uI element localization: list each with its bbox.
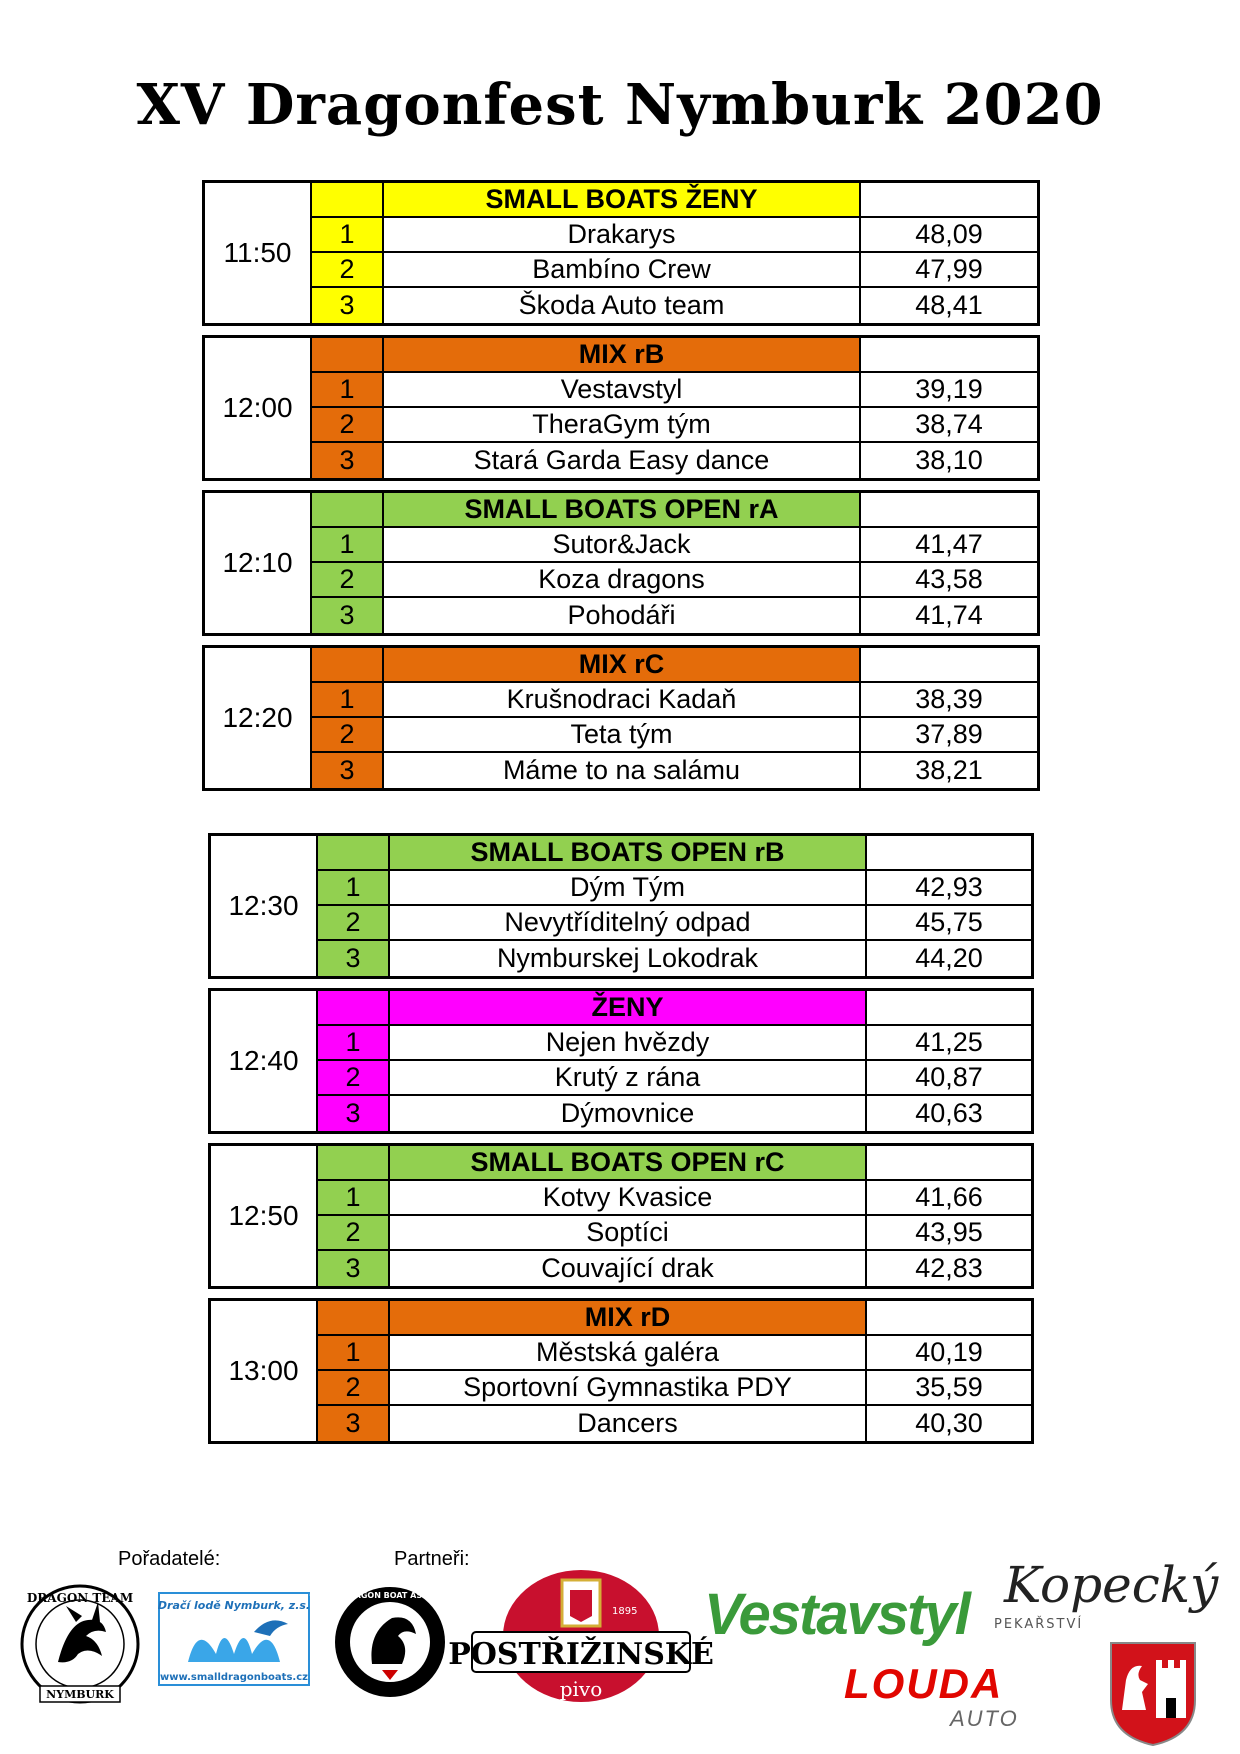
- race-time: 12:40: [211, 991, 318, 1131]
- category-color-cell: [312, 338, 384, 371]
- team-name: Máme to na salámu: [384, 753, 861, 788]
- result-row: [312, 443, 1037, 478]
- place-cell: 1: [318, 1026, 390, 1059]
- place-cell: 2: [318, 1371, 390, 1404]
- team-name: Krušnodraci Kadaň: [384, 683, 861, 716]
- team-name: Vestavstyl: [384, 373, 861, 406]
- result-time: 41,47: [915, 529, 983, 559]
- category-name: MIX rD: [390, 1301, 867, 1334]
- result-time: 42,93: [915, 872, 983, 902]
- category-color-cell: [318, 836, 390, 869]
- result-time: 37,89: [915, 719, 983, 749]
- team-name: Nejen hvězdy: [390, 1026, 867, 1059]
- category-color-cell: [312, 493, 384, 526]
- place-cell: 2: [318, 1061, 390, 1094]
- place-cell: 1: [318, 1336, 390, 1369]
- team-name: Sutor&Jack: [384, 528, 861, 561]
- result-time: 40,19: [915, 1337, 983, 1367]
- result-time: 43,58: [915, 564, 983, 594]
- category-result-header: [867, 1301, 1031, 1334]
- result-row: [318, 1336, 1031, 1371]
- race-block: [202, 335, 1040, 481]
- team-name: TheraGym tým: [384, 408, 861, 441]
- result-time: 35,59: [915, 1372, 983, 1402]
- louda-logo: [840, 1660, 1040, 1732]
- place-cell: 3: [312, 598, 384, 633]
- postrizinske-year: 1895: [612, 1606, 638, 1617]
- result-time: 47,99: [915, 254, 983, 284]
- team-name: Koza dragons: [384, 563, 861, 596]
- result-time: 40,30: [915, 1408, 983, 1438]
- result-row: [312, 288, 1037, 323]
- category-row: [312, 493, 1037, 528]
- place-cell: 1: [312, 683, 384, 716]
- race-time: 12:30: [211, 836, 318, 976]
- vestavstyl-logo: [700, 1582, 970, 1650]
- team-name: Nevytříditelný odpad: [390, 906, 867, 939]
- result-row: [312, 253, 1037, 288]
- result-row: [312, 373, 1037, 408]
- organizers-label: Pořadatelé:: [118, 1548, 221, 1570]
- team-name: Pohodáři: [384, 598, 861, 633]
- result-row: [312, 683, 1037, 718]
- race-time: 12:20: [205, 648, 312, 788]
- result-time: 45,75: [915, 907, 983, 937]
- result-row: [318, 1061, 1031, 1096]
- category-row: [318, 1146, 1031, 1181]
- team-name: Dancers: [390, 1406, 867, 1441]
- cdba-logo: [309, 1584, 471, 1700]
- team-name: Soptíci: [390, 1216, 867, 1249]
- place-cell: 1: [312, 373, 384, 406]
- cdba-text: CZECH DRAGON BOAT ASSOCIATION: [309, 1591, 471, 1600]
- place-cell: 3: [318, 941, 390, 976]
- result-time: 40,87: [915, 1062, 983, 1092]
- small-dragonboats-logo: [158, 1592, 310, 1686]
- result-time: 44,20: [915, 943, 983, 973]
- team-name: Couvající drak: [390, 1251, 867, 1286]
- place-cell: 1: [318, 1181, 390, 1214]
- category-color-cell: [312, 183, 384, 216]
- team-name: Teta tým: [384, 718, 861, 751]
- nymburk-coat-of-arms: [1108, 1640, 1198, 1748]
- team-name: Kotvy Kvasice: [390, 1181, 867, 1214]
- result-row: [318, 1406, 1031, 1441]
- result-row: [318, 1096, 1031, 1131]
- result-row: [312, 563, 1037, 598]
- place-cell: 3: [318, 1096, 390, 1131]
- place-cell: 2: [312, 563, 384, 596]
- category-name: SMALL BOATS OPEN rB: [390, 836, 867, 869]
- category-name: SMALL BOATS ŽENY: [384, 183, 861, 216]
- result-row: [312, 598, 1037, 633]
- place-cell: 2: [312, 718, 384, 751]
- result-row: [312, 218, 1037, 253]
- result-row: [318, 1026, 1031, 1061]
- category-result-header: [861, 648, 1037, 681]
- race-block: [202, 490, 1040, 636]
- category-row: [312, 648, 1037, 683]
- place-cell: 3: [318, 1251, 390, 1286]
- small-dragon-url: www.smalldragonboats.cz: [160, 1672, 308, 1683]
- race-time: 12:10: [205, 493, 312, 633]
- category-row: [318, 836, 1031, 871]
- result-time: 42,83: [915, 1253, 983, 1283]
- result-time: 41,74: [915, 600, 983, 630]
- team-name: Nymburskej Lokodrak: [390, 941, 867, 976]
- result-time: 38,10: [915, 445, 983, 475]
- race-time: 11:50: [205, 183, 312, 323]
- race-block: [202, 180, 1040, 326]
- team-name: Městská galéra: [390, 1336, 867, 1369]
- team-name: Dým Tým: [390, 871, 867, 904]
- race-block: [202, 645, 1040, 791]
- dragon-team-text: DRAGON TEAM: [26, 1591, 134, 1605]
- race-block: [208, 833, 1034, 979]
- postrizinske-logo: [448, 1566, 714, 1716]
- result-row: [318, 1216, 1031, 1251]
- result-row: [312, 753, 1037, 788]
- place-cell: 3: [312, 288, 384, 323]
- category-color-cell: [312, 648, 384, 681]
- race-time: 12:00: [205, 338, 312, 478]
- result-row: [318, 1371, 1031, 1406]
- result-time: 48,09: [915, 219, 983, 249]
- page-title: XV Dragonfest Nymburk 2020: [136, 72, 1104, 138]
- result-row: [312, 408, 1037, 443]
- vestavstyl-text: Vestavstyl: [704, 1582, 969, 1647]
- result-time: 43,95: [915, 1217, 983, 1247]
- result-time: 38,39: [915, 684, 983, 714]
- place-cell: 1: [318, 871, 390, 904]
- category-name: MIX rC: [384, 648, 861, 681]
- result-row: [318, 1181, 1031, 1216]
- result-time: 39,19: [915, 374, 983, 404]
- result-time: 41,25: [915, 1027, 983, 1057]
- place-cell: 2: [312, 408, 384, 441]
- category-result-header: [867, 836, 1031, 869]
- category-row: [312, 338, 1037, 373]
- team-name: Krutý z rána: [390, 1061, 867, 1094]
- dragon-team-city: NYMBURK: [46, 1688, 114, 1701]
- category-color-cell: [318, 991, 390, 1024]
- kopecky-text: Kopecký: [1004, 1556, 1219, 1614]
- place-cell: 2: [318, 906, 390, 939]
- category-row: [318, 1301, 1031, 1336]
- kopecky-sub: PEKAŘSTVÍ: [994, 1617, 1084, 1632]
- category-row: [318, 991, 1031, 1026]
- team-name: Drakarys: [384, 218, 861, 251]
- louda-sub: AUTO: [950, 1706, 1019, 1731]
- team-name: Sportovní Gymnastika PDY: [390, 1371, 867, 1404]
- place-cell: 1: [312, 218, 384, 251]
- race-block: [208, 1298, 1034, 1444]
- category-row: [312, 183, 1037, 218]
- kopecky-logo: [990, 1550, 1219, 1634]
- result-row: [318, 1251, 1031, 1286]
- place-cell: 3: [312, 443, 384, 478]
- team-name: Stará Garda Easy dance: [384, 443, 861, 478]
- result-time: 41,66: [915, 1182, 983, 1212]
- category-result-header: [861, 183, 1037, 216]
- result-row: [318, 871, 1031, 906]
- category-name: SMALL BOATS OPEN rC: [390, 1146, 867, 1179]
- category-result-header: [867, 991, 1031, 1024]
- category-result-header: [861, 338, 1037, 371]
- category-color-cell: [318, 1146, 390, 1179]
- result-time: 40,63: [915, 1098, 983, 1128]
- category-color-cell: [318, 1301, 390, 1334]
- race-time: 13:00: [211, 1301, 318, 1441]
- race-block: [208, 1143, 1034, 1289]
- small-dragon-title: Dračí lodě Nymburk, z.s.: [157, 1599, 311, 1612]
- dragon-team-logo: [18, 1582, 142, 1706]
- result-time: 38,21: [915, 755, 983, 785]
- category-name: SMALL BOATS OPEN rA: [384, 493, 861, 526]
- louda-text: LOUDA: [844, 1660, 1004, 1707]
- result-time: 48,41: [915, 290, 983, 320]
- partners-label: Partneři:: [394, 1548, 470, 1570]
- postrizinske-sub: pivo: [559, 1677, 603, 1701]
- category-result-header: [867, 1146, 1031, 1179]
- place-cell: 3: [318, 1406, 390, 1441]
- race-block: [208, 988, 1034, 1134]
- place-cell: 1: [312, 528, 384, 561]
- result-time: 38,74: [915, 409, 983, 439]
- postrizinske-text: POSTŘIŽINSKÉ: [448, 1637, 714, 1672]
- result-row: [312, 718, 1037, 753]
- place-cell: 3: [312, 753, 384, 788]
- team-name: Dýmovnice: [390, 1096, 867, 1131]
- category-name: ŽENY: [390, 991, 867, 1024]
- team-name: Bambíno Crew: [384, 253, 861, 286]
- result-row: [318, 941, 1031, 976]
- place-cell: 2: [318, 1216, 390, 1249]
- result-row: [312, 528, 1037, 563]
- team-name: Škoda Auto team: [384, 288, 861, 323]
- place-cell: 2: [312, 253, 384, 286]
- category-name: MIX rB: [384, 338, 861, 371]
- category-result-header: [861, 493, 1037, 526]
- race-time: 12:50: [211, 1146, 318, 1286]
- result-row: [318, 906, 1031, 941]
